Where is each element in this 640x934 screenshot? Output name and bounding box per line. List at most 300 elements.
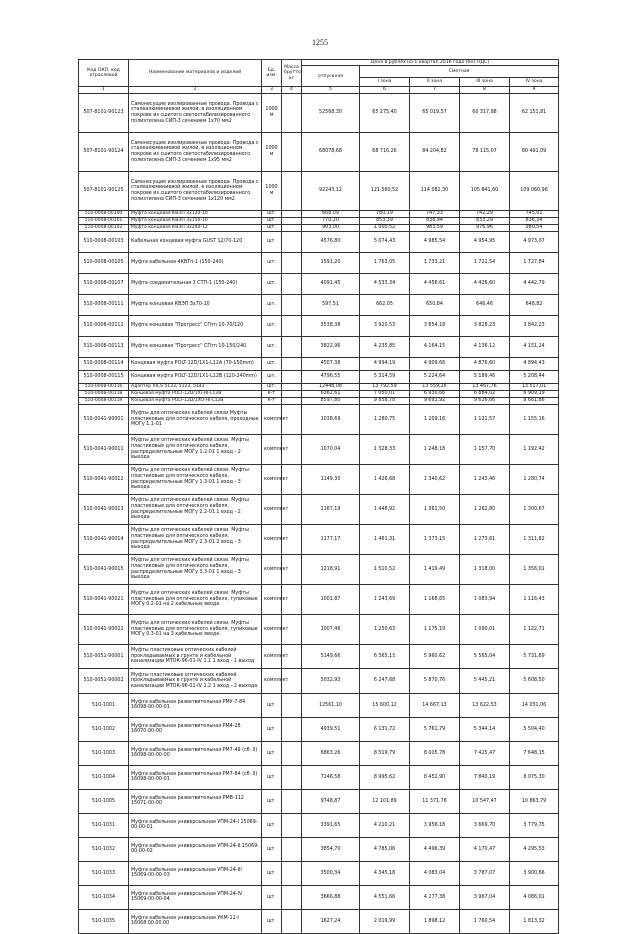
release-price: 4939,51 xyxy=(302,717,360,741)
column-number: 2 xyxy=(129,87,262,94)
zone-2-price: 5 224,64 xyxy=(410,371,460,384)
zone-4-price: 3 842,23 xyxy=(510,316,559,337)
item-mass xyxy=(282,789,302,813)
item-unit: 1000 м xyxy=(262,133,282,172)
item-name: Муфта кабельная универсальная УПМ-24-IV 15069-00-00-04 xyxy=(129,885,262,909)
table-row xyxy=(79,295,559,316)
item-unit: шт. xyxy=(262,337,282,358)
table-row xyxy=(79,765,559,789)
item-mass xyxy=(282,94,302,133)
zone-3-price: 1 243,46 xyxy=(460,465,510,495)
zone-3-price: 7 425,47 xyxy=(460,741,510,765)
release-price: 5149,66 xyxy=(302,645,360,669)
zone-1-price: 4 785,06 xyxy=(360,837,410,861)
release-price: 3854,70 xyxy=(302,837,360,861)
zone-3-price: 5 189,46 xyxy=(460,371,510,384)
zone-4-price: 3 900,66 xyxy=(510,861,559,885)
header-mass: Масса брутто, кг xyxy=(282,60,302,87)
item-unit: шт. xyxy=(262,274,282,295)
zone-2-price: 5 870,76 xyxy=(410,669,460,693)
item-code: 510-0008-00112 xyxy=(79,316,129,337)
release-price: 668,09 xyxy=(302,211,360,218)
table-row xyxy=(79,885,559,909)
item-unit: комплект xyxy=(262,465,282,495)
table-row xyxy=(79,133,559,172)
item-code: 510-1034 xyxy=(79,885,129,909)
release-price: 1177,17 xyxy=(302,525,360,555)
table-row xyxy=(79,253,559,274)
item-name: Муфты для оптических кабелей связи Муфты пластиковые для оптического кабеля, проходные МОГу 1.1-01 xyxy=(129,405,262,435)
zone-4-price: 4 151,24 xyxy=(510,337,559,358)
item-code: 510-0008-00113 xyxy=(79,337,129,358)
header-zone-2: II зона xyxy=(410,78,460,87)
column-number: 3 xyxy=(262,87,282,94)
item-unit: шт. xyxy=(262,211,282,218)
item-mass xyxy=(282,358,302,371)
zone-1-price: 4 210,21 xyxy=(360,813,410,837)
item-name: Муфта концевая КВЭП 3х70-10 xyxy=(129,295,262,316)
zone-2-price: 13 559,16 xyxy=(410,384,460,391)
zone-4-price: 7 648,15 xyxy=(510,741,559,765)
release-price: 3666,88 xyxy=(302,885,360,909)
zone-2-price: 1 175,19 xyxy=(410,615,460,645)
release-price: 4507,38 xyxy=(302,358,360,371)
header-zone-1: I зона xyxy=(360,78,410,87)
zone-2-price: 84 204,82 xyxy=(410,133,460,172)
item-name: Муфта концевая "Прогресс" СПтп 10-70/120 xyxy=(129,316,262,337)
header-zone-3: III зона xyxy=(460,78,510,87)
column-number: 5 xyxy=(302,87,360,94)
zone-1-price: 6 247,68 xyxy=(360,669,410,693)
release-price: 12448,08 xyxy=(302,384,360,391)
zone-2-price: 1 898,12 xyxy=(410,909,460,933)
zone-3-price: 78 115,07 xyxy=(460,133,510,172)
item-unit: шт. xyxy=(262,232,282,253)
release-price: 1070,04 xyxy=(302,435,360,465)
item-unit: шт. xyxy=(262,225,282,232)
zone-3-price: 13 622,53 xyxy=(460,693,510,717)
zone-1-price: 662,05 xyxy=(360,295,410,316)
item-name: Муфта кабельная разветвительная РМ7-84 (сб. II) 16098-00-00-01 xyxy=(129,765,262,789)
item-code: 510-0008-00103 xyxy=(79,232,129,253)
release-price: 1218,91 xyxy=(302,555,360,585)
table-row xyxy=(79,789,559,813)
item-unit: шт. xyxy=(262,861,282,885)
zone-4-price: 648,82 xyxy=(510,295,559,316)
item-mass xyxy=(282,295,302,316)
zone-3-price: 9 626,66 xyxy=(460,398,510,405)
zone-2-price: 4 277,38 xyxy=(410,885,460,909)
zone-3-price: 105 841,60 xyxy=(460,172,510,211)
zone-4-price: 1 727,84 xyxy=(510,253,559,274)
item-name: Концевая муфта POLT-12D/1X1-L12A (70-150mm) xyxy=(129,358,262,371)
zone-3-price: 1 318,00 xyxy=(460,555,510,585)
zone-2-price: 1 168,65 xyxy=(410,585,460,615)
item-name: Муфта кабельная 4КВТп-1 (150-240) xyxy=(129,253,262,274)
zone-2-price: 838,94 xyxy=(410,218,460,225)
zone-2-price: 1 340,62 xyxy=(410,465,460,495)
zone-2-price: 14 667,13 xyxy=(410,693,460,717)
zone-4-price: 14 031,06 xyxy=(510,693,559,717)
item-unit: комплект xyxy=(262,555,282,585)
zone-1-price: 8 519,79 xyxy=(360,741,410,765)
item-mass xyxy=(282,391,302,398)
zone-2-price: 1 419,49 xyxy=(410,555,460,585)
item-mass xyxy=(282,371,302,384)
zone-2-price: 983,59 xyxy=(410,225,460,232)
release-price: 3500,34 xyxy=(302,861,360,885)
table-row xyxy=(79,669,559,693)
release-price: 6863,26 xyxy=(302,741,360,765)
zone-4-price: 4 973,07 xyxy=(510,232,559,253)
table-row xyxy=(79,274,559,295)
table-row xyxy=(79,316,559,337)
item-name: Муфта концевая КВЭП 3х120-10 xyxy=(129,211,262,218)
zone-3-price: 1 721,54 xyxy=(460,253,510,274)
column-number: 4 xyxy=(282,87,302,94)
zone-2-price: 1 373,15 xyxy=(410,525,460,555)
zone-4-price: 980,54 xyxy=(510,225,559,232)
price-table-body xyxy=(79,94,559,934)
zone-3-price: 1 121,57 xyxy=(460,405,510,435)
item-code: 507-8101-90123 xyxy=(79,94,129,133)
item-code: 510-1003 xyxy=(79,741,129,765)
item-unit: шт. xyxy=(262,885,282,909)
item-unit: шт. xyxy=(262,295,282,316)
item-name: Концевая муфта POLT-12D/1X1-L12B (120-240mm) xyxy=(129,371,262,384)
item-code: 510-1035 xyxy=(79,909,129,933)
table-row xyxy=(79,172,559,211)
zone-1-price: 4 994,19 xyxy=(360,358,410,371)
zone-1-price: 8 995,62 xyxy=(360,765,410,789)
table-row xyxy=(79,371,559,384)
zone-1-price: 1 426,68 xyxy=(360,465,410,495)
item-mass xyxy=(282,133,302,172)
item-code: 510-0008-00116 xyxy=(79,384,129,391)
release-price: 68078,68 xyxy=(302,133,360,172)
table-row xyxy=(79,585,559,615)
item-code: 510-0008-00114 xyxy=(79,358,129,371)
table-row xyxy=(79,615,559,645)
zone-2-price: 1 733,21 xyxy=(410,253,460,274)
item-unit: шт. xyxy=(262,717,282,741)
zone-2-price: 747,33 xyxy=(410,211,460,218)
header-name: Наименование материалов и изделий xyxy=(129,60,262,87)
item-mass xyxy=(282,861,302,885)
zone-4-price: 4 086,01 xyxy=(510,885,559,909)
item-code: 510-0041-90012 xyxy=(79,465,129,495)
table-row xyxy=(79,384,559,391)
zone-2-price: 1 209,16 xyxy=(410,405,460,435)
table-row xyxy=(79,525,559,555)
item-code: 510-0008-00107 xyxy=(79,274,129,295)
item-code: 510-1001 xyxy=(79,693,129,717)
item-unit: шт. xyxy=(262,316,282,337)
item-code: 510-1033 xyxy=(79,861,129,885)
zone-1-price: 3 920,53 xyxy=(360,316,410,337)
zone-4-price: 1 813,32 xyxy=(510,909,559,933)
item-name: Муфта кабельная универсальная УПМ-24-I 15069-00-00-01 xyxy=(129,813,262,837)
zone-3-price: 5 344,14 xyxy=(460,717,510,741)
item-name: Муфта кабельная разветвительная РМ7-49 (сб. II) 16098-00-00-00 xyxy=(129,741,262,765)
column-number: 9 xyxy=(510,87,559,94)
item-name: Муфта концевая КВЭП 3х240-12 xyxy=(129,225,262,232)
zone-4-price: 1 280,74 xyxy=(510,465,559,495)
item-name: Муфты для оптических кабелей связи. Муфты пластиковые для оптического кабеля, распределительные МОГу 1.2-01 1 вход - 2 выхода xyxy=(129,435,262,465)
zone-1-price: 65 275,40 xyxy=(360,94,410,133)
zone-4-price: 6 909,19 xyxy=(510,391,559,398)
release-price: 1627,24 xyxy=(302,909,360,933)
item-unit: 1000 м xyxy=(262,94,282,133)
zone-1-price: 1 000,52 xyxy=(360,225,410,232)
zone-3-price: 1 157,70 xyxy=(460,435,510,465)
zone-2-price: 4 985,54 xyxy=(410,232,460,253)
zone-3-price: 1 090,01 xyxy=(460,615,510,645)
zone-4-price: 1 192,42 xyxy=(510,435,559,465)
zone-1-price: 5 314,59 xyxy=(360,371,410,384)
item-code: 510-0041-90015 xyxy=(79,555,129,585)
item-code: 510-1004 xyxy=(79,765,129,789)
table-row xyxy=(79,717,559,741)
item-mass xyxy=(282,253,302,274)
release-price: 1001,87 xyxy=(302,585,360,615)
item-name: Муфты для оптических кабелей связи. Муфты пластиковые для оптического кабеля, распределительные МОГу 1.3-01 1 вход - 3 выхода xyxy=(129,465,262,495)
zone-2-price: 4 456,61 xyxy=(410,274,460,295)
item-name: Самонесущие изолированные провода. Провода с сталеалюминиевой жилой, в изоляционном покрове из сшитого светостабилизированного полиэтилена СИП-3 сечением 1х95 мм2 xyxy=(129,133,262,172)
item-unit: шт. xyxy=(262,837,282,861)
zone-1-price: 4 235,85 xyxy=(360,337,410,358)
zone-4-price: 4 894,43 xyxy=(510,358,559,371)
table-row xyxy=(79,218,559,225)
release-price: 1149,30 xyxy=(302,465,360,495)
zone-1-price: 1 328,33 xyxy=(360,435,410,465)
zone-3-price: 5 445,21 xyxy=(460,669,510,693)
column-number: 7 xyxy=(410,87,460,94)
item-name: Кабельная концевая муфта GUST 12/70-120 xyxy=(129,232,262,253)
zone-1-price: 1 461,31 xyxy=(360,525,410,555)
table-row xyxy=(79,405,559,435)
zone-3-price: 4 170,47 xyxy=(460,837,510,861)
release-price: 1167,19 xyxy=(302,495,360,525)
zone-2-price: 3 854,18 xyxy=(410,316,460,337)
zone-1-price: 1 763,05 xyxy=(360,253,410,274)
item-unit: комплект xyxy=(262,585,282,615)
release-price: 92243,12 xyxy=(302,172,360,211)
table-row xyxy=(79,391,559,398)
zone-4-price: 62 151,81 xyxy=(510,94,559,133)
item-code: 510-0008-00119 xyxy=(79,398,129,405)
header-price-title: Цена в рублях на 1 квартал 2016 года (без НДС) xyxy=(302,60,559,66)
item-name: Муфта кабельная универсальная УПМ-24-III 15069-00-00-03 xyxy=(129,861,262,885)
item-unit: комплект xyxy=(262,525,282,555)
item-name: Адаптер RICS 5133, 5123, 5143 xyxy=(129,384,262,391)
zone-2-price: 11 371,76 xyxy=(410,789,460,813)
zone-2-price: 4 909,66 xyxy=(410,358,460,371)
release-price: 1038,69 xyxy=(302,405,360,435)
item-code: 510-0008-00111 xyxy=(79,295,129,316)
header-zone-4: IV зона xyxy=(510,78,559,87)
item-code: 510-1032 xyxy=(79,837,129,861)
item-unit: шт. xyxy=(262,909,282,933)
release-price: 770,20 xyxy=(302,218,360,225)
zone-4-price: 1 155,16 xyxy=(510,405,559,435)
zone-3-price: 4 954,95 xyxy=(460,232,510,253)
zone-3-price: 1 760,54 xyxy=(460,909,510,933)
zone-4-price: 1 356,01 xyxy=(510,555,559,585)
item-code: 510-0008-00105 xyxy=(79,253,129,274)
zone-1-price: 4 345,18 xyxy=(360,861,410,885)
zone-4-price: 109 060,96 xyxy=(510,172,559,211)
zone-1-price: 121 560,52 xyxy=(360,172,410,211)
item-code: 510-0008-00115 xyxy=(79,371,129,384)
release-price: 1591,20 xyxy=(302,253,360,274)
zone-4-price: 3 779,75 xyxy=(510,813,559,837)
release-price: 12561,10 xyxy=(302,693,360,717)
item-unit: шт. xyxy=(262,371,282,384)
zone-1-price: 7 050,01 xyxy=(360,391,410,398)
item-code: 510-0041-90014 xyxy=(79,525,129,555)
release-price: 903,00 xyxy=(302,225,360,232)
table-row xyxy=(79,94,559,133)
release-price: 3822,96 xyxy=(302,337,360,358)
zone-2-price: 114 082,30 xyxy=(410,172,460,211)
release-price: 4091,45 xyxy=(302,274,360,295)
zone-2-price: 8 452,90 xyxy=(410,765,460,789)
zone-4-price: 836,34 xyxy=(510,218,559,225)
zone-4-price: 5 208,44 xyxy=(510,371,559,384)
item-name: Концевая муфта POLT-12D/1XO-HI-L12B xyxy=(129,398,262,405)
zone-1-price: 12 101,89 xyxy=(360,789,410,813)
zone-4-price: 5 608,50 xyxy=(510,669,559,693)
release-price: 52568,30 xyxy=(302,94,360,133)
zone-1-price: 6 131,72 xyxy=(360,717,410,741)
item-mass xyxy=(282,398,302,405)
zone-1-price: 4 551,66 xyxy=(360,885,410,909)
item-unit: комплект xyxy=(262,669,282,693)
zone-3-price: 13 467,76 xyxy=(460,384,510,391)
item-unit: шт. xyxy=(262,253,282,274)
zone-4-price: 4 442,79 xyxy=(510,274,559,295)
item-mass xyxy=(282,813,302,837)
table-row xyxy=(79,813,559,837)
zone-1-price: 1 448,92 xyxy=(360,495,410,525)
item-unit: шт. xyxy=(262,218,282,225)
item-code: 510-0008-00100 xyxy=(79,211,129,218)
release-price: 6362,61 xyxy=(302,391,360,398)
zone-4-price: 5 504,40 xyxy=(510,717,559,741)
zone-2-price: 3 956,18 xyxy=(410,813,460,837)
release-price: 9748,87 xyxy=(302,789,360,813)
header-release-price: отпускная xyxy=(302,66,360,87)
table-row xyxy=(79,861,559,885)
zone-2-price: 5 761,79 xyxy=(410,717,460,741)
item-code: 510-0041-90001 xyxy=(79,405,129,435)
item-name: Муфты пластиковые оптических кабелей прокладываемых в грунте и кабельной канализации МТОК-96-01-IV 1.1 1 вход - 1 выход xyxy=(129,645,262,669)
zone-1-price: 4 533,34 xyxy=(360,274,410,295)
item-name: Муфта соединительная 3 СТП-1 (150-240) xyxy=(129,274,262,295)
item-name: Муфты для оптических кабелей связи. Муфты пластиковые для оптического кабеля, распределительные МОГу 3.3-01 1 вход - 3 выхода xyxy=(129,555,262,585)
column-numbers-row xyxy=(79,87,559,94)
zone-1-price: 68 716,26 xyxy=(360,133,410,172)
item-name: Самонесущие изолированные провода. Провода с сталеалюминиевой жилой, в изоляционном покрове из сшитого светостабилизированного полиэтилена СИП-3 сечением 1х120 мм2 xyxy=(129,172,262,211)
item-mass xyxy=(282,337,302,358)
zone-4-price: 745,01 xyxy=(510,211,559,218)
zone-3-price: 1 262,80 xyxy=(460,495,510,525)
item-unit: к-т xyxy=(262,391,282,398)
zone-3-price: 4 426,60 xyxy=(460,274,510,295)
item-mass xyxy=(282,909,302,933)
item-mass xyxy=(282,316,302,337)
zone-3-price: 4 136,12 xyxy=(460,337,510,358)
zone-2-price: 1 361,50 xyxy=(410,495,460,525)
item-code: 507-8101-90125 xyxy=(79,172,129,211)
zone-2-price: 8 005,78 xyxy=(410,741,460,765)
item-code: 510-1031 xyxy=(79,813,129,837)
zone-4-price: 1 116,43 xyxy=(510,585,559,615)
item-code: 510-0008-00101 xyxy=(79,218,129,225)
item-mass xyxy=(282,837,302,861)
zone-4-price: 1 311,82 xyxy=(510,525,559,555)
zone-4-price: 8 075,30 xyxy=(510,765,559,789)
release-price: 4796,55 xyxy=(302,371,360,384)
item-code: 510-0041-90022 xyxy=(79,615,129,645)
item-code: 510-1005 xyxy=(79,789,129,813)
zone-2-price: 5 960,62 xyxy=(410,645,460,669)
item-code: 507-8101-90124 xyxy=(79,133,129,172)
zone-1-price: 13 792,59 xyxy=(360,384,410,391)
table-row xyxy=(79,358,559,371)
item-code: 510-0041-90011 xyxy=(79,435,129,465)
item-mass xyxy=(282,274,302,295)
zone-4-price: 4 295,53 xyxy=(510,837,559,861)
item-unit: комплект xyxy=(262,615,282,645)
zone-3-price: 1 083,94 xyxy=(460,585,510,615)
item-code: 510-0008-00102 xyxy=(79,225,129,232)
zone-3-price: 646,46 xyxy=(460,295,510,316)
item-unit: шт. xyxy=(262,813,282,837)
release-price: 5032,93 xyxy=(302,669,360,693)
zone-1-price: 2 019,99 xyxy=(360,909,410,933)
zone-4-price: 80 491,09 xyxy=(510,133,559,172)
zone-1-price: 853,39 xyxy=(360,218,410,225)
table-row xyxy=(79,693,559,717)
item-mass xyxy=(282,885,302,909)
zone-1-price: 1 243,69 xyxy=(360,585,410,615)
table-row xyxy=(79,225,559,232)
item-unit: комплект xyxy=(262,645,282,669)
item-mass xyxy=(282,225,302,232)
item-code: 510-0041-90013 xyxy=(79,495,129,525)
item-name: Муфты для оптических кабелей связи. Муфты пластиковые для оптического кабеля, тупиковые МОГу 0.2-01 на 2 кабельных ввода xyxy=(129,585,262,615)
zone-1-price: 1 510,52 xyxy=(360,555,410,585)
table-row xyxy=(79,211,559,218)
table-row xyxy=(79,232,559,253)
zone-3-price: 3 967,04 xyxy=(460,885,510,909)
release-price: 7246,58 xyxy=(302,765,360,789)
item-name: Муфты для оптических кабелей связи. Муфты пластиковые для оптического кабеля, распределительные МОГу 2.3-01 2 вход - 3 выхода xyxy=(129,525,262,555)
table-row xyxy=(79,741,559,765)
item-name: Концевая муфта POLT-12D/1XI-HI-L12B xyxy=(129,391,262,398)
item-unit: шт. xyxy=(262,384,282,391)
item-name: Муфта концевая "Прогресс" СПтп 10-150/240 xyxy=(129,337,262,358)
item-mass xyxy=(282,717,302,741)
zone-1-price: 9 858,78 xyxy=(360,398,410,405)
item-unit: 1000 м xyxy=(262,172,282,211)
page-number: 1255 xyxy=(312,38,328,47)
header-estimate-price: Сметная xyxy=(360,66,559,78)
release-price: 1007,46 xyxy=(302,615,360,645)
table-row xyxy=(79,555,559,585)
